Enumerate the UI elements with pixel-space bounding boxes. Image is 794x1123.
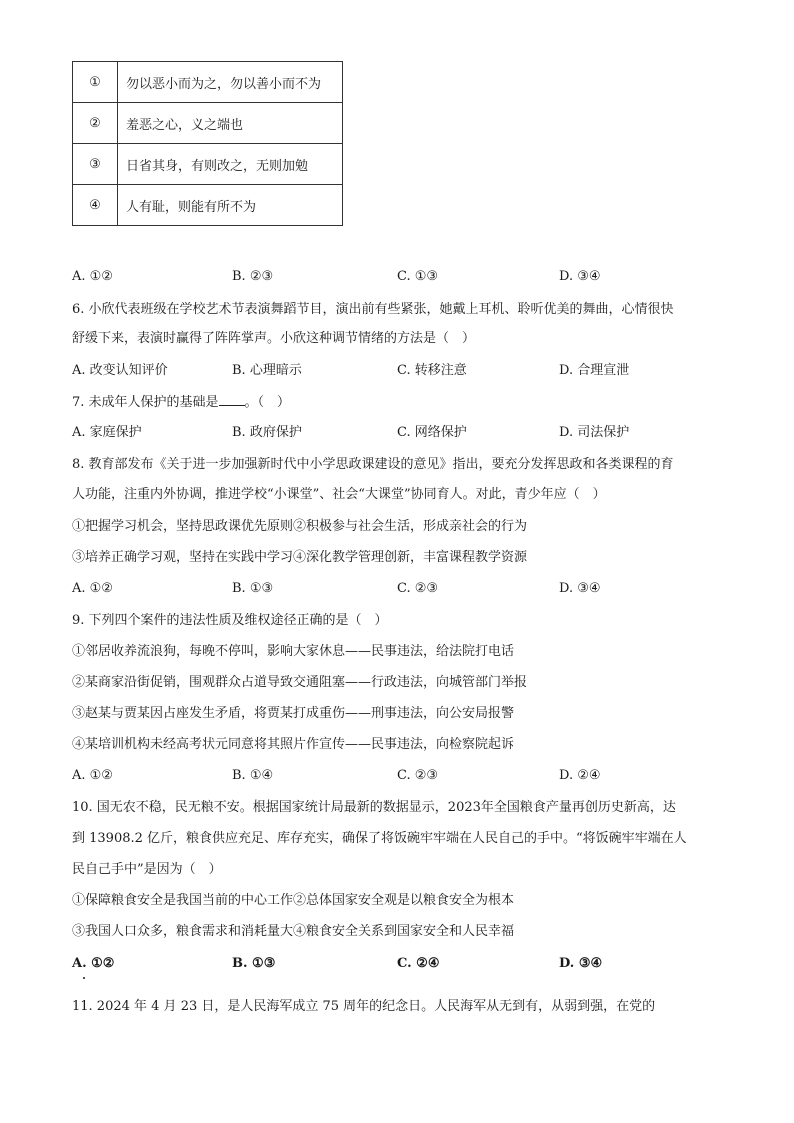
q6-stem-line-1: 6. 小欣代表班级在学校艺术节表演舞蹈节目，演出前有些紧张，她戴上耳机、聆听优美的舞曲，心情很快 <box>72 302 674 317</box>
row-text: 勿以恶小而为之，勿以善小而不为 <box>118 62 343 103</box>
row-number: ① <box>73 62 118 103</box>
option-a[interactable]: A. ①② <box>72 768 113 783</box>
table-row <box>73 144 343 185</box>
option-d[interactable]: D. ③④ <box>559 581 601 596</box>
stray-mark <box>83 977 85 979</box>
option-d[interactable]: D. ②④ <box>559 768 601 783</box>
q9-statement-3: ③赵某与贾某因占座发生矛盾，将贾某打成重伤——刑事违法，向公安局报警 <box>72 706 515 721</box>
option-a[interactable]: A. ①② <box>72 956 115 971</box>
option-b[interactable]: B. ①④ <box>232 768 274 783</box>
option-b[interactable]: B. 政府保护 <box>232 425 302 440</box>
option-a[interactable]: A. ①② <box>72 269 113 284</box>
q10-options <box>72 955 732 973</box>
option-c[interactable]: C. ②③ <box>397 581 439 596</box>
option-c[interactable]: C. ②③ <box>397 768 439 783</box>
q9-statement-2: ②某商家沿街促销，围观群众占道导致交通阻塞——行政违法，向城管部门举报 <box>72 675 528 690</box>
q5-options <box>72 268 732 286</box>
option-c[interactable]: C. 转移注意 <box>397 363 467 378</box>
row-number: ③ <box>73 144 118 185</box>
q9-statement-4: ④某培训机构未经高考状元同意将其照片作宣传——民事违法，向检察院起诉 <box>72 737 515 752</box>
option-b[interactable]: B. 心理暗示 <box>232 363 302 378</box>
q8-stem-line-1: 8. 教育部发布《关于进一步加强新时代中小学思政课建设的意见》指出，要充分发挥思政和各类课程的育 <box>72 457 674 472</box>
q9-stem: 9. 下列四个案件的违法性质及维权途径正确的是（ ） <box>72 613 388 628</box>
option-a[interactable]: A. ①② <box>72 581 113 596</box>
row-text: 日省其身，有则改之，无则加勉 <box>118 144 343 185</box>
q10-statement-line-1: ①保障粮食安全是我国当前的中心工作②总体国家安全观是以粮食安全为根本 <box>72 893 515 908</box>
q8-statement-line-2: ③培养正确学习观，坚持在实践中学习④深化教学管理创新，丰富课程教学资源 <box>72 550 528 565</box>
answer-blank <box>219 393 245 406</box>
q8-statement-line-1: ①把握学习机会，坚持思政课优先原则②积极参与社会生活，形成亲社会的行为 <box>72 519 528 534</box>
q7-stem <box>72 393 290 412</box>
q8-stem-line-2: 人功能，注重内外协调，推进学校“小课堂”、社会“大课堂”协同育人。对此，青少年应（ ） <box>72 487 606 502</box>
q6-options <box>72 362 732 380</box>
option-d[interactable]: D. ③④ <box>559 956 603 971</box>
option-c[interactable]: C. 网络保护 <box>397 425 467 440</box>
q9-statement-1: ①邻居收养流浪狗，每晚不停叫，影响大家休息——民事违法，给法院打电话 <box>72 644 515 659</box>
q10-stem-line-3: 民自己手中”是因为（ ） <box>72 862 222 877</box>
row-text: 羞恶之心，义之端也 <box>118 103 343 144</box>
q6-stem-line-2: 舒缓下来，表演时赢得了阵阵掌声。小欣这种调节情绪的方法是（ ） <box>72 331 476 346</box>
option-d[interactable]: D. 合理宣泄 <box>559 363 630 378</box>
q10-statement-line-2: ③我国人口众多，粮食需求和消耗量大④粮食安全关系到国家安全和人民幸福 <box>72 924 515 939</box>
q10-stem-line-2: 到 13908.2 亿斤，粮食供应充足、库存充实，确保了将饭碗牢牢端在人民自己的手中。“将饭碗牢牢端在人 <box>72 831 687 846</box>
row-text: 人有耻，则能有所不为 <box>118 185 343 226</box>
row-number: ④ <box>73 185 118 226</box>
table-row <box>73 185 343 226</box>
option-c[interactable]: C. ②④ <box>397 956 440 971</box>
option-d[interactable]: D. ③④ <box>559 269 601 284</box>
option-b[interactable]: B. ①③ <box>232 956 276 971</box>
option-a[interactable]: A. 家庭保护 <box>72 425 142 440</box>
q7-stem-after: 。（ ） <box>244 395 291 410</box>
table-row <box>73 62 343 103</box>
q9-options <box>72 767 732 785</box>
q11-stem-line-1: 11. 2024 年 4 月 23 日，是人民海军成立 75 周年的纪念日。人民海军从无到有，从弱到强，在党的 <box>72 999 656 1014</box>
row-number: ② <box>73 103 118 144</box>
q7-options <box>72 424 732 442</box>
q7-stem-before: 7. 未成年人保护的基础是 <box>72 395 219 410</box>
q10-stem-line-1: 10. 国无农不稳，民无粮不安。根据国家统计局最新的数据显示，2023年全国粮食产量再创历史新高，达 <box>72 800 676 815</box>
option-d[interactable]: D. 司法保护 <box>559 425 630 440</box>
q8-options <box>72 580 732 598</box>
option-b[interactable]: B. ①③ <box>232 581 274 596</box>
table-row <box>73 103 343 144</box>
statement-table <box>72 61 343 226</box>
option-a[interactable]: A. 改变认知评价 <box>72 363 168 378</box>
option-c[interactable]: C. ①③ <box>397 269 439 284</box>
option-b[interactable]: B. ②③ <box>232 269 274 284</box>
